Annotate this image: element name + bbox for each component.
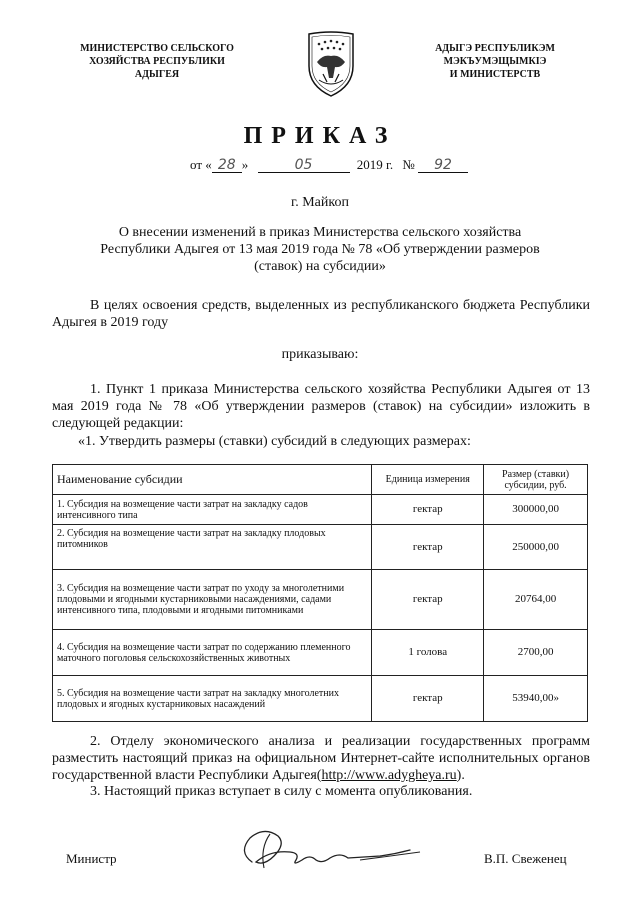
document-title: ПРИКАЗ xyxy=(243,123,397,149)
preamble: В целях освоения средств, выделенных из республиканского бюджета Республики Адыгея в 2019 году xyxy=(52,298,590,330)
header-unit: Единица измерения xyxy=(372,465,484,495)
subsidy-rate: 20764,00 xyxy=(484,570,588,630)
subsidy-table xyxy=(52,464,588,722)
point-1-quote: «1. Утвердить размеры (ставки) субсидий в следующих размерах: xyxy=(78,434,471,449)
table-row xyxy=(53,630,588,676)
subsidy-unit: 1 голова xyxy=(372,630,484,676)
signatory-position: Министр xyxy=(66,851,117,866)
subsidy-unit: гектар xyxy=(372,495,484,525)
subsidy-name: 1. Субсидия на возмещение части затрат на закладку садов интенсивного типа xyxy=(53,495,372,525)
point-2-text: 2. Отделу экономического анализа и реализации государственных программ разместить настоящий приказ на официальном Интернет-сайте исполнительных органов государственной власти Республики Адыгея( xyxy=(52,734,590,783)
document-subject: О внесении изменений в приказ Министерства сельского хозяйства Республики Адыгея от 13 мая 2019 года № 78 «Об утверждении размеров (ставок) на субсидии» xyxy=(100,225,540,274)
table-row xyxy=(53,525,588,570)
subsidy-rate: 2700,00 xyxy=(484,630,588,676)
subsidy-name: 3. Субсидия на возмещение части затрат по уходу за многолетними плодовыми и ягодными кустарниковыми насаждениями, садами интенсивного типа, плодовыми и ягодными питомниками xyxy=(53,570,372,630)
date-prefix: от « xyxy=(190,157,212,172)
order-word: приказываю: xyxy=(281,347,359,362)
handwritten-signature xyxy=(230,822,430,877)
subsidy-name: 4. Субсидия на возмещение части затрат по содержанию племенного маточного поголовья сельскохозяйственных животных xyxy=(53,630,372,676)
table-row xyxy=(53,676,588,722)
coat-of-arms-emblem xyxy=(303,30,359,98)
header-rate: Размер (ставки) субсидии, руб. xyxy=(484,465,588,495)
point-2-end: ). xyxy=(456,768,465,783)
subsidy-unit: гектар xyxy=(372,570,484,630)
city: г. Майкоп xyxy=(291,195,349,210)
subsidy-unit: гектар xyxy=(372,676,484,722)
ministry-name-russian: МИНИСТЕРСТВО СЕЛЬСКОГО ХОЗЯЙСТВА РЕСПУБЛИКИ АДЫГЕЯ xyxy=(80,43,234,80)
subsidy-unit: гектар xyxy=(372,525,484,570)
document-number: 92 xyxy=(418,158,468,173)
website-link[interactable]: http://www.adygheya.ru xyxy=(321,768,457,783)
point-3: 3. Настоящий приказ вступает в силу с момента опубликования. xyxy=(90,784,473,799)
number-prefix: № xyxy=(402,157,415,172)
point-1: 1. Пункт 1 приказа Министерства сельского хозяйства Республики Адыгея от 13 мая 2019 года № 78 «Об утверждении размеров (ставок) на субсидии» изложить в следующей редакции: xyxy=(52,382,590,431)
header-subsidy-name: Наименование субсидии xyxy=(53,465,372,495)
subsidy-rate: 250000,00 xyxy=(484,525,588,570)
subsidy-name: 5. Субсидия на возмещение части затрат на закладку многолетних плодовых и ягодных кустарниковых насаждений xyxy=(53,676,372,722)
date-day: 28 xyxy=(212,158,242,173)
date-mid: » xyxy=(241,157,249,172)
table-row xyxy=(53,570,588,630)
subsidy-name: 2. Субсидия на возмещение части затрат на закладку плодовых питомников xyxy=(53,525,372,570)
subsidy-rate: 53940,00» xyxy=(484,676,588,722)
date-year: 2019 г. xyxy=(356,157,394,172)
point-2 xyxy=(52,733,590,784)
table-header-row xyxy=(53,465,588,495)
subsidy-rate: 300000,00 xyxy=(484,495,588,525)
table-row xyxy=(53,495,588,525)
date-month: 05 xyxy=(258,158,350,173)
date-number-line xyxy=(190,157,520,173)
ministry-name-adyghe: АДЫГЭ РЕСПУБЛИКЭМ МЭКЪУМЭЩЫМКIЭ И МИНИСТЕРСТВ xyxy=(435,43,555,80)
signatory-name: В.П. Свеженец xyxy=(484,851,567,866)
